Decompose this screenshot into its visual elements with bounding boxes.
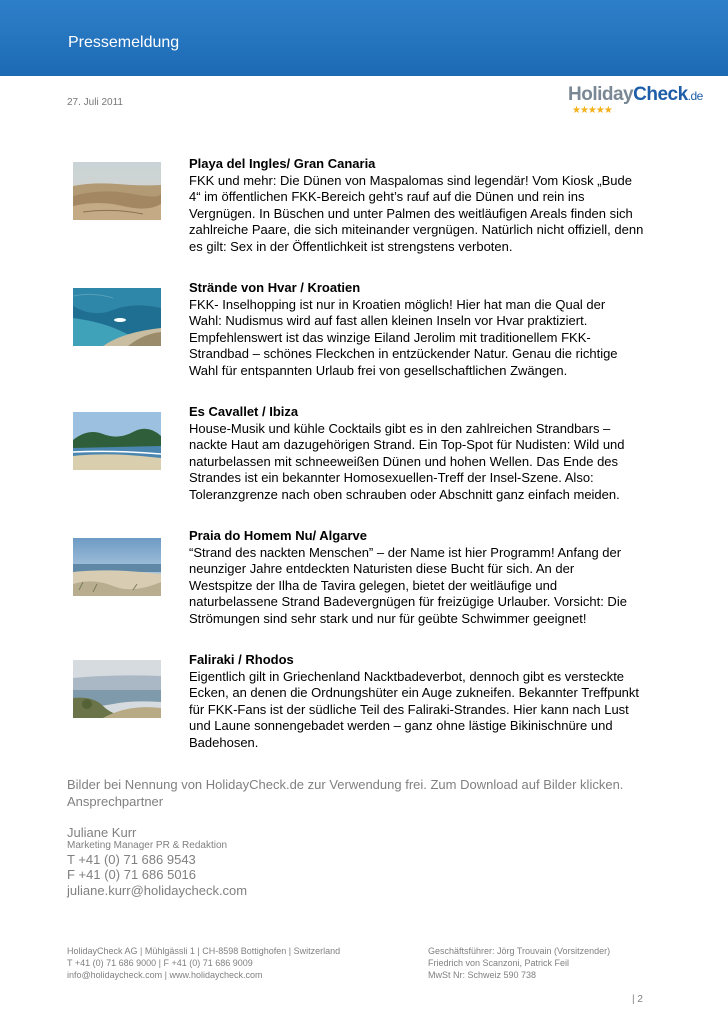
entry-line: FKK und mehr: Die Dünen von Maspalomas sind legendär! Vom Kiosk „Bude xyxy=(189,172,632,188)
contact-role: Marketing Manager PR & Redaktion xyxy=(67,840,228,851)
footer-line: Geschäftsführer: Jörg Trouvain (Vorsitzender) xyxy=(428,946,611,956)
entry-title: Praia do Homem Nu/ Algarve xyxy=(189,528,367,543)
entry-line: Vergnügen. In Büschen und unter Palmen des weitläufigen Areals finden sich xyxy=(189,205,633,221)
rhodos-beach-photo[interactable] xyxy=(73,660,161,718)
hvar-beach-photo[interactable] xyxy=(73,288,161,346)
footer-management-info xyxy=(428,945,610,981)
footer-company-info xyxy=(67,945,340,981)
entry-line: und Laune sonnengebadet werden – ganz ohne lästige Bikinischnüre und xyxy=(189,718,613,733)
contact-email-link[interactable]: juliane.kurr@holidaycheck.com xyxy=(67,883,248,898)
logo-stars-icon: ★★★★★ xyxy=(572,105,612,116)
contact-name: Juliane Kurr xyxy=(67,825,137,840)
algarve-beach-photo[interactable] xyxy=(73,538,161,596)
page-title: Pressemeldung xyxy=(68,34,180,51)
footer-line: HolidayCheck AG | Mühlgässli 1 | CH-8598 Bottighofen | Switzerland xyxy=(67,946,341,956)
entry-line: Westspitze der Ilha de Tavira gelegen, bietet der weitläufige und xyxy=(189,577,558,593)
entry-text xyxy=(189,404,669,503)
entry-text xyxy=(189,280,669,379)
footer-line: T +41 (0) 71 686 9000 | F +41 (0) 71 686 9009 xyxy=(67,958,253,968)
entry-line: Wahl für entspannten Urlaub frei von gesellschaftlichen Zwängen. xyxy=(189,362,568,378)
header-bar xyxy=(0,0,728,76)
entry-line: “Strand des nackten Menschen” – der Name ist hier Programm! Anfang der xyxy=(189,544,622,560)
entry-title: Strände von Hvar / Kroatien xyxy=(189,280,361,295)
footer-line: info@holidaycheck.com | www.holidaycheck.com xyxy=(67,970,263,980)
entry-line: Empfehlenswert ist das winzige Eiland Jerolim mit traditionellem FKK- xyxy=(189,329,591,345)
entry-line: naturbelassene Strand Badevergnügen für freizügige Urlauber. Vorsicht: Die xyxy=(189,594,627,609)
entry-title: Es Cavallet / Ibiza xyxy=(189,404,299,419)
entry-line: nackte Haut am dazugehörigen Strand. Ein Top-Spot für Nudisten: Wild und xyxy=(189,437,625,452)
dunes-photo[interactable] xyxy=(73,162,161,220)
entry-line: Toleranzgrenze nach oben schrauben oder Abschnitt ganz einfach meiden. xyxy=(189,486,620,502)
entry-line: Strandes ist ein bekannter Homosexuellen-Treff der Insel-Szene. Also: xyxy=(189,470,594,485)
logo-de-text: .de xyxy=(687,89,703,103)
entry-line: Strandbad – schönes Fleckchen in entzückender Natur. Genau die richtige xyxy=(189,346,618,361)
entry-line: es gilt: Sex in der Öffentlichkeit ist strengstens verboten. xyxy=(189,238,513,254)
entry-text xyxy=(189,156,669,255)
entry-line: Wahl: Nudismus wird auf fast allen kleinen Inseln vor Hvar praktiziert. xyxy=(189,313,588,328)
entry-line: naturbelassen mit schneeweißen Dünen und hohen Wellen. Das Ende des xyxy=(189,453,619,469)
entry-line: für FKK-Fans ist der südliche Teil des Faliraki-Strandes. Hier kann nach Lust xyxy=(189,701,629,717)
logo-holiday-text: Holiday xyxy=(568,84,634,105)
footer-line: Friedrich von Scanzoni, Patrick Feil xyxy=(428,958,570,968)
entry-line: FKK- Inselhopping ist nur in Kroatien möglich! Hier hat man die Qual der xyxy=(189,296,606,312)
entry-line: Strömungen sind sehr stark und nur für geübte Schwimmer geeignet! xyxy=(189,610,587,626)
entry-title: Faliraki / Rhodos xyxy=(189,652,294,667)
entry-line: Ecken, an denen die Ordnungshüter ein Auge zukneifen. Bekannter Treffpunkt xyxy=(189,685,640,700)
date: 27. Juli 2011 xyxy=(67,97,123,108)
entry-text xyxy=(189,652,669,751)
image-credit-note: Bilder bei Nennung von HolidayCheck.de zur Verwendung frei. Zum Download auf Bilder klicken. xyxy=(67,777,624,792)
logo-check-text: Check xyxy=(633,84,688,105)
ibiza-beach-photo[interactable] xyxy=(73,412,161,470)
contact-fax: F +41 (0) 71 686 5016 xyxy=(67,867,197,882)
footer-line: MwSt Nr: Schweiz 590 738 xyxy=(428,970,537,980)
contact-phones xyxy=(67,852,196,882)
page-number: | 2 xyxy=(632,994,643,1005)
entry-text xyxy=(189,528,669,627)
contact-heading: Ansprechpartner xyxy=(67,794,164,809)
entry-line: House-Musik und kühle Cocktails gibt es in den zahlreichen Strandbars – xyxy=(189,420,611,436)
entry-line: 4“ im öffentlichen FKK-Bereich geht’s rauf auf die Dünen und rein ins xyxy=(189,189,585,204)
entry-line: Badehosen. xyxy=(189,734,259,750)
entry-line: zahlreiche Paare, die sich miteinander vergnügen. Natürlich nicht offiziell, denn xyxy=(189,222,644,237)
contact-phone: T +41 (0) 71 686 9543 xyxy=(67,852,196,867)
holidaycheck-logo xyxy=(568,84,703,122)
entry-line: Eigentlich gilt in Griechenland Nacktbadeverbot, dennoch gibt es versteckte xyxy=(189,668,625,684)
entry-title: Playa del Ingles/ Gran Canaria xyxy=(189,156,376,171)
entry-line: neunziger Jahre entdeckten Naturisten diese Bucht für sich. An der xyxy=(189,561,575,576)
